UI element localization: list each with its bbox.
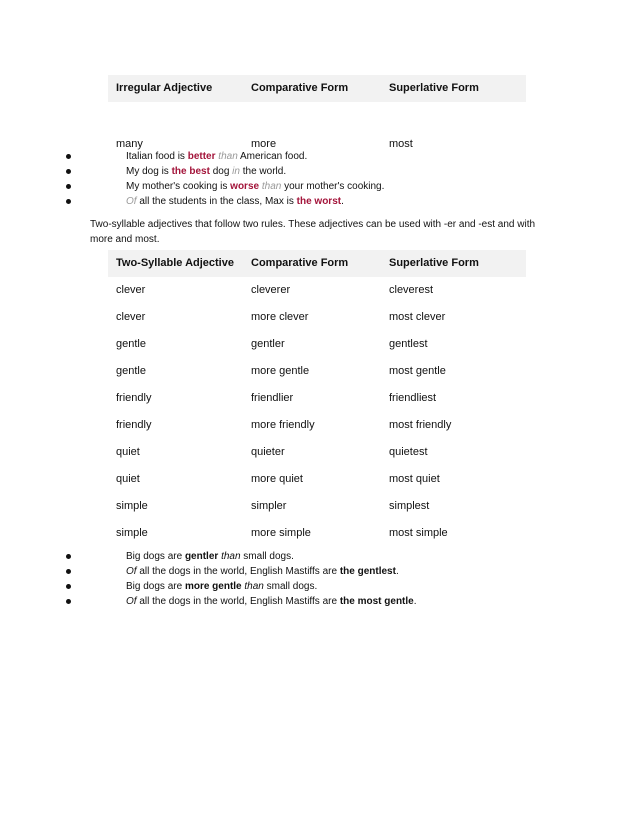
table-header-row (108, 250, 526, 277)
bullet-icon (66, 569, 71, 574)
table-row (108, 331, 526, 358)
table-cell: quieter (251, 446, 285, 458)
table-cell: simpler (251, 500, 287, 512)
table-cell: simple (116, 500, 148, 512)
header-cell: Comparative Form (251, 257, 349, 269)
two-syllable-examples-list (0, 549, 638, 609)
table-cell: simple (116, 527, 148, 539)
list-item: Italian food is better than American food. (0, 149, 638, 164)
bullet-icon (66, 169, 71, 174)
list-item: Big dogs are gentler than small dogs. (0, 549, 638, 564)
table-cell: clever (116, 284, 146, 296)
irregular-examples-list (0, 149, 638, 209)
table-cell: most friendly (389, 419, 452, 431)
table-row (108, 277, 526, 304)
table-row (108, 304, 526, 331)
two-syllable-adjective-table (108, 250, 526, 547)
table-cell: quiet (116, 446, 140, 458)
table-cell: most (389, 138, 413, 150)
table-cell: gentler (251, 338, 285, 350)
table-cell: cleverer (251, 284, 291, 296)
table-row (108, 520, 526, 547)
table-cell: more friendly (251, 419, 315, 431)
table-cell: more clever (251, 311, 309, 323)
header-cell: Two-Syllable Adjective (116, 257, 234, 269)
list-item: Of all the students in the class, Max is the worst. (0, 194, 638, 209)
header-cell: Superlative Form (389, 257, 479, 269)
table-cell: most gentle (389, 365, 446, 377)
table-cell: more gentle (251, 365, 310, 377)
bullet-icon (66, 554, 71, 559)
list-item: My mother's cooking is worse than your mother's cooking. (0, 179, 638, 194)
table-cell: gentle (116, 338, 146, 350)
table-cell: gentlest (389, 338, 428, 350)
table-header-row (108, 75, 526, 102)
table-cell: simplest (389, 500, 430, 512)
table-row (108, 466, 526, 493)
table-row (108, 493, 526, 520)
header-cell: Comparative Form (251, 82, 349, 94)
table-cell: friendly (116, 419, 152, 431)
list-item: Big dogs are more gentle than small dogs. (0, 579, 638, 594)
table-cell: most quiet (389, 473, 440, 485)
list-item: Of all the dogs in the world, English Mastiffs are the gentlest. (0, 564, 638, 579)
table-cell: friendliest (389, 392, 437, 404)
table-cell: friendly (116, 392, 152, 404)
bullet-icon (66, 584, 71, 589)
table-row (108, 439, 526, 466)
table-cell: friendlier (251, 392, 294, 404)
table-cell: gentle (116, 365, 146, 377)
table-row (108, 412, 526, 439)
table-row (108, 385, 526, 412)
irregular-adjective-table (108, 75, 526, 158)
table-cell: quietest (389, 446, 428, 458)
bullet-icon (66, 199, 71, 204)
table-cell: cleverest (389, 284, 434, 296)
table-cell: quiet (116, 473, 140, 485)
header-cell: Superlative Form (389, 82, 479, 94)
header-cell: Irregular Adjective (116, 82, 213, 94)
bullet-icon (66, 599, 71, 604)
table-cell: more (251, 138, 277, 150)
table-cell: clever (116, 311, 146, 323)
table-cell: more quiet (251, 473, 303, 485)
table-cell: most clever (389, 311, 446, 323)
table-cell: most simple (389, 527, 448, 539)
table-row (108, 358, 526, 385)
list-item: Of all the dogs in the world, English Mastiffs are the most gentle. (0, 594, 638, 609)
table-cell: many (116, 138, 143, 150)
list-item: My dog is the best dog in the world. (0, 164, 638, 179)
table-cell: more simple (251, 527, 311, 539)
two-syllable-paragraph: Two-syllable adjectives that follow two rules. These adjectives can be used with -er and -est and with more and most. (90, 219, 536, 245)
bullet-icon (66, 184, 71, 189)
bullet-icon (66, 154, 71, 159)
